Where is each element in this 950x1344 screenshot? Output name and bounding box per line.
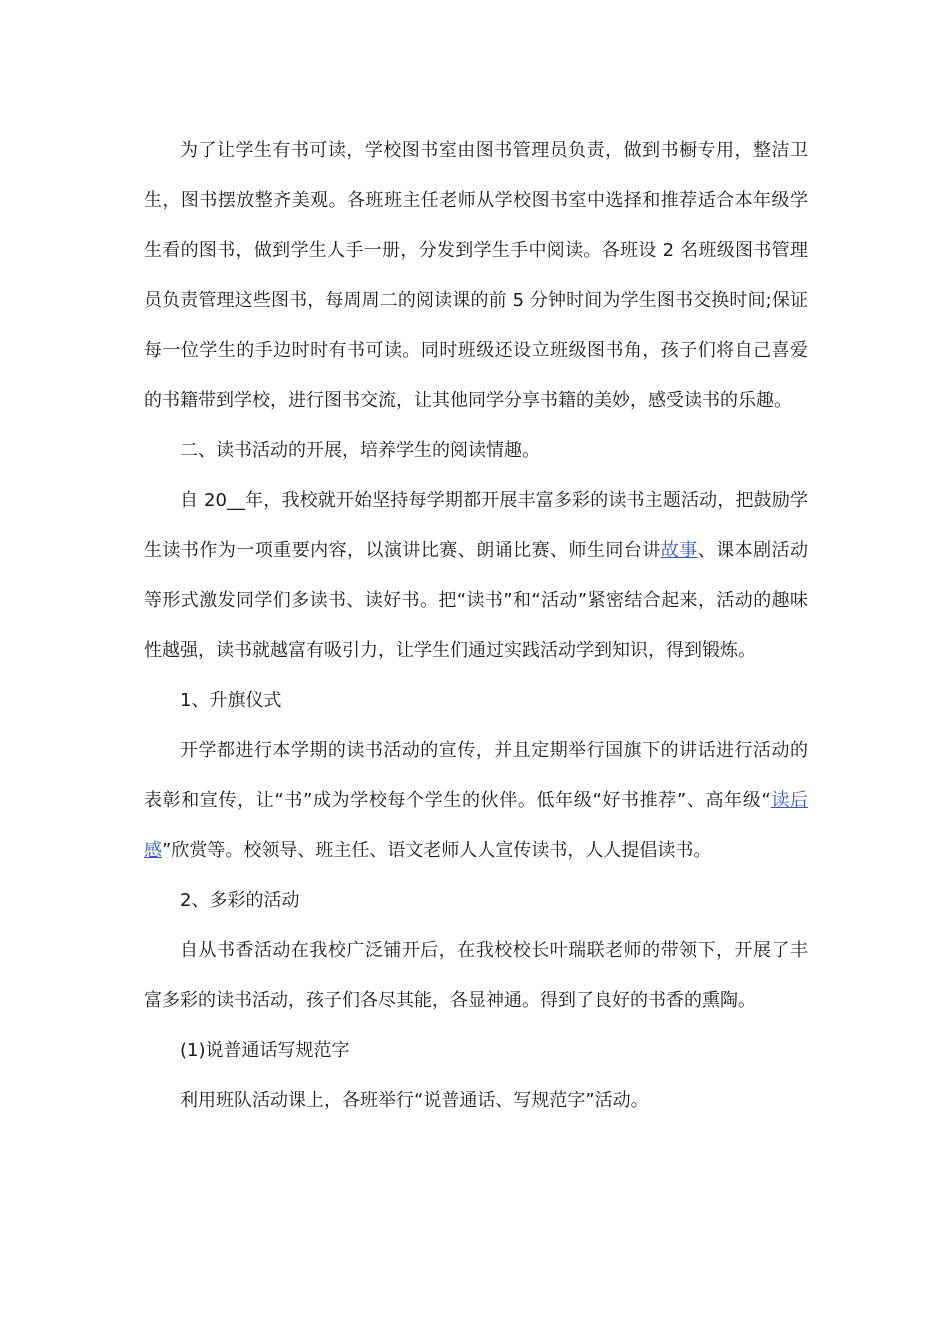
inline-link[interactable]: 故事 — [660, 540, 698, 561]
paragraph-text: 自 20__年，我校就开始坚持每学期都开展丰富多彩的读书主题活动，把鼓励学生读书作为一项重要内容，以演讲比赛、朗诵比赛、师生同台讲 — [144, 490, 808, 561]
paragraph-text: (1)说普通话写规范字 — [180, 1040, 350, 1061]
paragraph — [144, 876, 808, 926]
paragraph-text: 2、多彩的活动 — [180, 890, 300, 911]
paragraph-text: 自从书香活动在我校广泛铺开后，在我校校长叶瑞联老师的带领下，开展了丰富多彩的读书活动，孩子们各尽其能，各显神通。得到了良好的书香的熏陶。 — [144, 940, 808, 1011]
paragraph-text: 利用班队活动课上，各班举行“说普通话、写规范字”活动。 — [180, 1090, 649, 1111]
paragraph-text: 、课本剧活动等形式激发同学们多读书、读好书。把“读书”和“活动”紧密结合起来，活动的趣味性越强，读书就越富有吸引力，让学生们通过实践活动学到知识，得到锻炼。 — [144, 540, 809, 661]
paragraph — [144, 476, 808, 676]
paragraph — [144, 926, 808, 1026]
paragraph-text: ”欣赏等。校领导、班主任、语文老师人人宣传读书，人人提倡读书。 — [162, 840, 712, 861]
paragraph-text: 二、读书活动的开展，培养学生的阅读情趣。 — [180, 440, 540, 461]
paragraph — [144, 726, 808, 876]
paragraph — [144, 676, 808, 726]
paragraph-text: 1、升旗仪式 — [180, 690, 282, 711]
inline-link[interactable]: 读后感 — [144, 790, 808, 861]
paragraph — [144, 1026, 808, 1076]
document-body — [144, 126, 808, 1126]
paragraph-text: 为了让学生有书可读，学校图书室由图书管理员负责，做到书橱专用，整洁卫生，图书摆放整齐美观。各班班主任老师从学校图书室中选择和推荐适合本年级学生看的图书，做到学生人手一册，分发到学生手中阅读。各班设 2 名班级图书管理员负责管理这些图书，每周周二的阅读课的前 5 分钟时间为学生图书交换时间;保证每一位学生的手边时时有书可读。同时班级还设立班级图书角，孩子们将自己喜爱的书籍带到学校，进行图书交流，让其他同学分享书籍的美妙，感受读书的乐趣。 — [144, 140, 808, 411]
paragraph — [144, 426, 808, 476]
paragraph — [144, 126, 808, 426]
paragraph — [144, 1076, 808, 1126]
paragraph-text: 开学都进行本学期的读书活动的宣传，并且定期举行国旗下的讲话进行活动的表彰和宣传，让“书”成为学校每个学生的伙伴。低年级“好书推荐”、高年级“ — [144, 740, 808, 811]
